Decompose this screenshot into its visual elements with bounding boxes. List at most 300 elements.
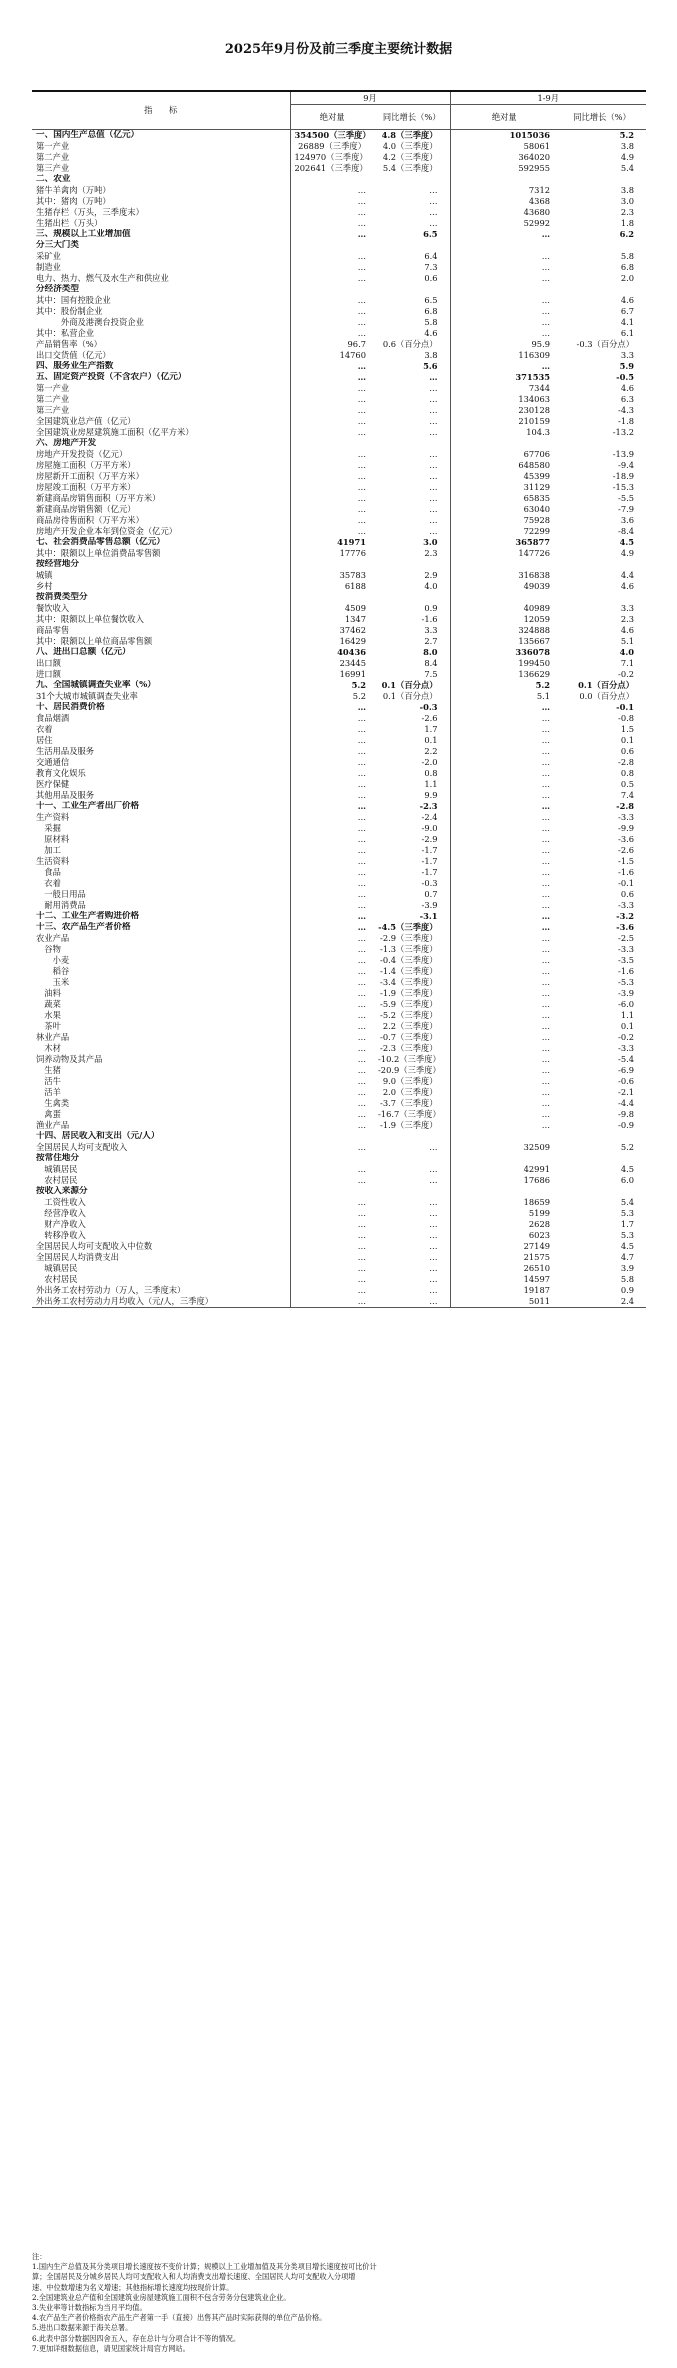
row-indicator: 采掘 [36,823,61,833]
footnote-line: 2.全国建筑业总产值和全国建筑业房屋建筑施工面积不包含劳务分包建筑业企业。 [32,2292,291,2302]
jansep-yoy-cell: 0.1 [620,735,635,745]
jansep-yoy-cell: 2.4 [558,1296,646,1308]
jansep-yoy-cell: -0.5 [616,372,635,382]
table-row [32,306,646,317]
table-row [32,823,646,834]
row-indicator: 衣着 [36,724,53,734]
jansep-yoy-cell [558,438,646,449]
row-indicator: 活牛 [36,1076,61,1086]
table-row [32,581,646,592]
sep-absolute-cell: … [290,944,374,955]
sep-yoy-cell: -1.4（三季度） [380,966,438,976]
footnote-line: 1.国内生产总值及其分类项目增长速度按不变价计算；规模以上工业增加值及其分类项目增长速度按可比价计 [32,2262,377,2272]
table-row [32,240,646,251]
row-indicator: 31个大城市城镇调查失业率 [36,691,138,701]
jansep-yoy-cell [558,592,646,603]
sep-absolute-cell: … [290,306,374,317]
row-indicator: 外出务工农村劳动力月均收入（元/人，三季度） [32,1296,290,1308]
jansep-yoy-cell: 4.5 [619,537,635,547]
sep-yoy-cell: 5.6 [423,361,438,371]
jansep-yoy-cell [558,174,646,185]
jansep-yoy-cell [558,559,646,570]
table-row [32,724,646,735]
sep-absolute-cell: … [290,1054,374,1065]
jansep-absolute-cell: 104.3 [450,427,558,438]
table-row [32,218,646,229]
jansep-absolute-cell: 21575 [450,1252,558,1263]
jansep-absolute-cell: … [450,735,558,746]
jansep-yoy-cell: -6.0 [618,999,635,1009]
jansep-yoy-cell: 5.4 [620,163,635,173]
jansep-absolute-cell: … [450,933,558,944]
jansep-absolute-cell: … [450,966,558,977]
sep-absolute-cell: … [290,1230,374,1241]
sep-absolute-cell: … [290,482,374,493]
jansep-yoy-cell: 2.3 [620,614,635,624]
sep-absolute-cell: … [290,1142,374,1153]
sep-yoy-cell: 7.3 [424,262,438,272]
jansep-yoy-cell: -0.1 [616,702,635,712]
sep-absolute-cell: 1347 [290,614,374,625]
jansep-yoy-cell: 0.0（百分点） [579,691,635,701]
sep-absolute-cell: 17776 [290,548,374,559]
table-body [32,130,646,1308]
table-row [32,163,646,174]
sep-yoy-cell: … [429,460,438,470]
table-row [32,966,646,977]
header-jansep-absolute: 绝对量 [450,105,558,130]
jansep-absolute-cell: 210159 [450,416,558,427]
sep-absolute-cell: 5.2 [290,691,374,702]
table-row [32,735,646,746]
jansep-yoy-cell: -3.3 [618,944,635,954]
sep-absolute-cell: … [290,1274,374,1285]
jansep-absolute-cell: 5.1 [450,691,558,702]
table-row [32,1120,646,1131]
jansep-absolute-cell: 365877 [450,537,558,548]
jansep-yoy-cell: 6.8 [620,262,635,272]
table-row [32,603,646,614]
sep-yoy-cell: 9.9 [424,790,438,800]
sep-yoy-cell: -2.3（三季度） [380,1043,438,1053]
row-indicator: 外商及港澳台投资企业 [36,317,144,327]
sep-absolute-cell: 41971 [290,537,374,548]
jansep-yoy-cell: 5.1 [620,636,635,646]
table-row [32,559,646,570]
jansep-absolute-cell: 364020 [450,152,558,163]
table-row [32,383,646,394]
jansep-yoy-cell: 6.1 [620,328,635,338]
sep-yoy-cell: -0.3 [419,702,438,712]
jansep-yoy-cell: -9.8 [618,1109,635,1119]
table-row [32,471,646,482]
sep-absolute-cell: … [290,779,374,790]
jansep-absolute-cell: 32509 [450,1142,558,1153]
sep-absolute-cell: … [290,746,374,757]
sep-absolute-cell: … [290,504,374,515]
sep-absolute-cell: … [290,405,374,416]
header-september: 9月 [290,91,450,105]
jansep-yoy-cell: 4.4 [620,570,635,580]
row-indicator: 生猪出栏（万头） [36,218,103,228]
table-row [32,614,646,625]
table-row [32,1087,646,1098]
sep-absolute-cell: … [290,372,374,383]
sep-yoy-cell: 6.4 [424,251,438,261]
row-indicator: 饲养动物及其产品 [36,1054,103,1064]
row-indicator: 渔业产品 [36,1120,70,1130]
sep-absolute-cell: … [290,955,374,966]
sep-yoy-cell: 0.1（百分点） [381,680,438,690]
jansep-absolute-cell: 336078 [450,647,558,658]
jansep-absolute-cell: 27149 [450,1241,558,1252]
jansep-yoy-cell: -5.3 [618,977,635,987]
table-row [32,1021,646,1032]
sep-absolute-cell: … [290,889,374,900]
sep-yoy-cell: … [429,1263,438,1273]
sep-yoy-cell: … [429,1197,438,1207]
sep-absolute-cell: … [290,449,374,460]
jansep-yoy-cell: 4.5 [620,1164,635,1174]
sep-yoy-cell: -5.9（三季度） [380,999,438,1009]
row-indicator: 生产资料 [36,812,70,822]
jansep-absolute-cell: … [450,724,558,735]
row-indicator: 生活用品及服务 [36,746,95,756]
footnote-line: 5.进出口数据来源于海关总署。 [32,2323,133,2333]
sep-absolute-cell [290,284,374,295]
table-row [32,867,646,878]
sep-yoy-cell: 4.2（三季度） [382,152,438,162]
sep-yoy-cell: -2.4 [421,812,438,822]
table-row [32,1175,646,1186]
jansep-absolute-cell: 116309 [450,350,558,361]
sep-yoy-cell: 0.6（百分点） [382,339,438,349]
row-indicator: 房屋施工面积（万平方米） [36,460,136,470]
jansep-absolute-cell: 135667 [450,636,558,647]
table-row [32,680,646,691]
row-indicator: 其中：国有控股企业 [36,295,111,305]
jansep-absolute-cell [450,1153,558,1164]
jansep-yoy-cell: -8.4 [618,526,635,536]
table-row [32,372,646,383]
sep-absolute-cell: … [290,724,374,735]
sep-yoy-cell: -1.6 [421,614,438,624]
row-indicator: 原材料 [36,834,70,844]
jansep-absolute-cell: … [450,999,558,1010]
sep-absolute-cell: … [290,1241,374,1252]
sep-absolute-cell: … [290,295,374,306]
sep-absolute-cell: 14760 [290,350,374,361]
jansep-yoy-cell: -4.3 [618,405,635,415]
jansep-absolute-cell: … [450,944,558,955]
row-indicator: 城镇 [36,570,53,580]
jansep-absolute-cell: … [450,702,558,713]
sep-absolute-cell: … [290,922,374,933]
sep-absolute-cell: 37462 [290,625,374,636]
sep-absolute-cell [290,240,374,251]
sep-absolute-cell: … [290,361,374,372]
sep-absolute-cell: … [290,988,374,999]
jansep-absolute-cell: … [450,845,558,856]
row-indicator: 五、固定资产投资（不含农户）（亿元） [36,372,187,382]
table-row [32,757,646,768]
jansep-absolute-cell: 40989 [450,603,558,614]
jansep-yoy-cell: 3.6 [620,515,635,525]
sep-absolute-cell: … [290,427,374,438]
jansep-absolute-cell: … [450,988,558,999]
jansep-absolute-cell: 648580 [450,460,558,471]
jansep-absolute-cell: 63040 [450,504,558,515]
footnotes [32,2252,646,2354]
jansep-yoy-cell: -2.6 [618,845,635,855]
row-indicator: 商品房待售面积（万平方米） [36,515,144,525]
sep-yoy-cell: 3.3 [424,625,438,635]
table-row [32,845,646,856]
sep-absolute-cell: 6188 [290,581,374,592]
sep-yoy-cell: 5.8 [424,317,438,327]
jansep-absolute-cell: 45399 [450,471,558,482]
sep-yoy-cell: 0.6 [424,273,438,283]
jansep-absolute-cell: 58061 [450,141,558,152]
jansep-yoy-cell: 5.2 [619,130,635,140]
jansep-absolute-cell: … [450,856,558,867]
row-indicator: 生猪存栏（万头，三季度末） [36,207,144,217]
jansep-yoy-cell: 5.3 [620,1230,635,1240]
table-row [32,988,646,999]
table-row [32,1197,646,1208]
table-row [32,196,646,207]
jansep-absolute-cell: 7312 [450,185,558,196]
table-row [32,438,646,449]
table-row [32,1296,646,1308]
sep-yoy-cell: … [429,218,438,228]
table-row [32,647,646,658]
jansep-absolute-cell: … [450,1010,558,1021]
table-row [32,669,646,680]
sep-yoy-cell [374,592,450,603]
sep-yoy-cell: … [429,1252,438,1262]
row-indicator: 分经济类型 [36,284,79,294]
table-row [32,1252,646,1263]
jansep-yoy-cell: -0.8 [618,713,635,723]
jansep-absolute-cell: 2628 [450,1219,558,1230]
sep-absolute-cell: … [290,1043,374,1054]
sep-yoy-cell: … [429,1230,438,1240]
table-row [32,1274,646,1285]
row-indicator: 四、服务业生产指数 [36,361,114,371]
jansep-yoy-cell: 3.9 [620,1263,635,1273]
sep-yoy-cell: … [429,504,438,514]
jansep-absolute-cell: 5.2 [450,680,558,691]
table-row [32,1032,646,1043]
sep-absolute-cell: … [290,262,374,273]
sep-yoy-cell: … [429,416,438,426]
table-row [32,922,646,933]
jansep-absolute-cell: 4368 [450,196,558,207]
sep-absolute-cell: … [290,1032,374,1043]
table-row [32,251,646,262]
row-indicator: 转移净收入 [36,1230,86,1240]
jansep-yoy-cell: 1.7 [620,1219,635,1229]
row-indicator: 其中：限额以上单位商品零售额 [36,636,153,646]
row-indicator: 经营净收入 [36,1208,86,1218]
table-row [32,273,646,284]
sep-yoy-cell: 2.2（三季度） [382,1021,438,1031]
table-row [32,592,646,603]
jansep-yoy-cell: 4.9 [620,152,635,162]
row-indicator: 二、农业 [36,174,71,184]
table-row [32,801,646,812]
sep-absolute-cell: … [290,1120,374,1131]
header-sep-absolute: 绝对量 [290,105,374,130]
sep-absolute-cell: … [290,845,374,856]
sep-yoy-cell: -10.2（三季度） [378,1054,441,1064]
sep-yoy-cell: 2.0（三季度） [382,1087,438,1097]
sep-yoy-cell: 7.5 [424,669,438,679]
sep-yoy-cell: -1.7 [421,867,438,877]
table-row [32,878,646,889]
table-row [32,493,646,504]
jansep-yoy-cell: 1.1 [620,1010,635,1020]
row-indicator: 茶叶 [36,1021,61,1031]
sep-absolute-cell: … [290,801,374,812]
jansep-absolute-cell: … [450,1032,558,1043]
row-indicator: 猪牛羊禽肉（万吨） [36,185,111,195]
table-row [32,1263,646,1274]
sep-yoy-cell: … [429,207,438,217]
sep-absolute-cell: … [290,185,374,196]
row-indicator: 房屋竣工面积（万平方米） [36,482,136,492]
jansep-yoy-cell: 0.8 [620,768,635,778]
row-indicator: 蔬菜 [36,999,61,1009]
table-row [32,713,646,724]
sep-absolute-cell [290,1186,374,1197]
table-row [32,504,646,515]
jansep-yoy-cell: -4.4 [618,1098,635,1108]
jansep-yoy-cell: -3.5 [618,955,635,965]
row-indicator: 农村居民 [36,1274,78,1284]
jansep-yoy-cell: 0.9 [620,1285,635,1295]
sep-absolute-cell: … [290,1087,374,1098]
row-indicator: 耐用消费品 [36,900,86,910]
sep-yoy-cell: 6.5 [423,229,438,239]
footnote-line: 算；全国居民及分城乡居民人均可支配收入和人均消费支出增长速度、全国居民人均可支配收入分项增 [32,2272,356,2282]
row-indicator: 三、规模以上工业增加值 [36,229,131,239]
sep-yoy-cell: … [429,1208,438,1218]
row-indicator: 第二产业 [36,152,70,162]
table-row [32,1164,646,1175]
sep-absolute-cell: … [290,834,374,845]
jansep-absolute-cell: … [450,1120,558,1131]
row-indicator: 按消费类型分 [36,592,88,602]
row-indicator: 第三产业 [36,163,70,173]
table-row [32,933,646,944]
sep-absolute-cell: … [290,196,374,207]
row-indicator: 分三大门类 [36,240,79,250]
sep-yoy-cell: -3.4（三季度） [380,977,438,987]
sep-absolute-cell: 23445 [290,658,374,669]
table-row [32,449,646,460]
table-row [32,702,646,713]
row-indicator: 新建商品房销售面积（万平方米） [36,493,161,503]
jansep-yoy-cell: -1.6 [618,867,635,877]
sep-yoy-cell: -20.9（三季度） [378,1065,441,1075]
sep-absolute-cell: … [290,1076,374,1087]
jansep-yoy-cell [558,1131,646,1142]
row-indicator: 电力、热力、燃气及水生产和供应业 [36,273,169,283]
sep-yoy-cell: 1.1 [424,779,438,789]
jansep-yoy-cell: -1.8 [618,416,635,426]
sep-yoy-cell: 2.3 [424,548,438,558]
sep-absolute-cell [290,1153,374,1164]
sep-yoy-cell: … [429,405,438,415]
sep-yoy-cell: … [429,515,438,525]
jansep-yoy-cell: 3.3 [620,350,635,360]
jansep-yoy-cell: -9.4 [618,460,635,470]
sep-yoy-cell: … [429,449,438,459]
row-indicator: 其中：私营企业 [36,328,95,338]
row-indicator: 按收入来源分 [36,1186,88,1196]
row-indicator: 交通通信 [36,757,70,767]
sep-yoy-cell: -2.0 [421,757,438,767]
row-indicator: 全国居民人均可支配收入 [36,1142,128,1152]
table-row [32,636,646,647]
jansep-absolute-cell: … [450,779,558,790]
sep-absolute-cell: … [290,966,374,977]
jansep-yoy-cell: 5.4 [620,1197,635,1207]
jansep-yoy-cell: 4.6 [620,383,635,393]
table-row [32,482,646,493]
sep-absolute-cell: … [290,416,374,427]
sep-absolute-cell: … [290,999,374,1010]
sep-yoy-cell: … [429,493,438,503]
row-indicator: 第一产业 [36,383,70,393]
jansep-absolute-cell: … [450,1054,558,1065]
row-indicator: 水果 [36,1010,61,1020]
sep-yoy-cell [374,174,450,185]
sep-absolute-cell: … [290,460,374,471]
table-row [32,1010,646,1021]
jansep-absolute-cell: … [450,1076,558,1087]
sep-absolute-cell: … [290,1219,374,1230]
jansep-absolute-cell [450,438,558,449]
jansep-absolute-cell: … [450,251,558,262]
sep-yoy-cell: -5.2（三季度） [380,1010,438,1020]
sep-absolute-cell: … [290,207,374,218]
jansep-yoy-cell: -3.6 [618,834,635,844]
jansep-absolute-cell: … [450,1109,558,1120]
table-row [32,900,646,911]
sep-absolute-cell: … [290,1197,374,1208]
row-indicator: 木材 [36,1043,61,1053]
sep-yoy-cell [374,559,450,570]
sep-absolute-cell: … [290,1175,374,1186]
row-indicator: 林业产品 [36,1032,70,1042]
row-indicator: 产品销售率（%） [36,339,102,349]
sep-absolute-cell: 4509 [290,603,374,614]
sep-yoy-cell: … [429,185,438,195]
sep-absolute-cell: 124970（三季度） [290,152,374,163]
sep-yoy-cell: -1.7 [421,845,438,855]
table-row [32,1142,646,1153]
jansep-absolute-cell: … [450,1098,558,1109]
jansep-yoy-cell: 6.2 [619,229,635,239]
sep-yoy-cell: 2.9 [424,570,438,580]
row-indicator: 六、房地产开发 [36,438,97,448]
sep-absolute-cell: … [290,790,374,801]
sep-absolute-cell: … [290,768,374,779]
row-indicator: 油料 [36,988,61,998]
